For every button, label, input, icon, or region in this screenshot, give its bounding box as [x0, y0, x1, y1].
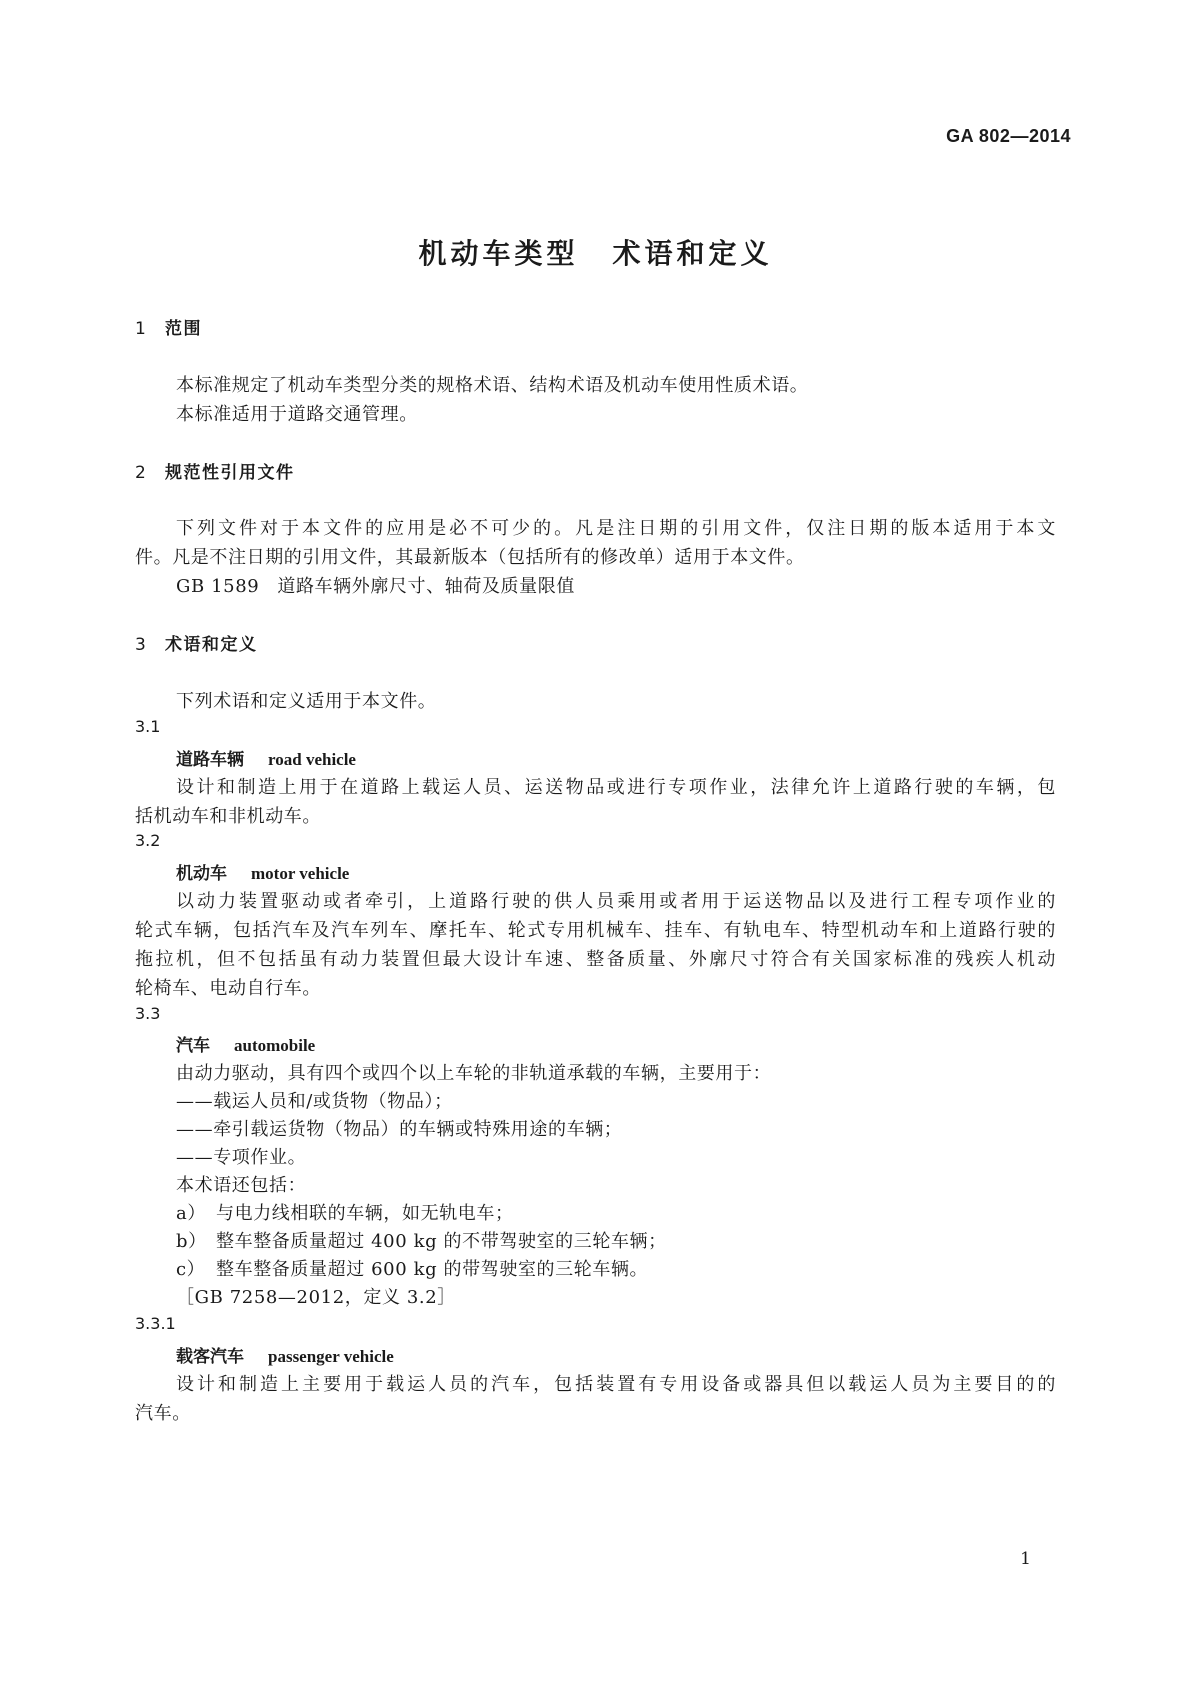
- document-code: GA 802—2014: [946, 126, 1071, 146]
- dash-list-item: ——牵引载运货物（物品）的车辆或特殊用途的车辆；: [176, 1119, 623, 1140]
- term-definition-line: 设计和制造上主要用于载运人员的汽车，包括装置有专用设备或器具但以载运人员为主要目的的: [176, 1374, 1056, 1395]
- normative-reference: [176, 572, 575, 598]
- term-definition-line: 汽车。: [135, 1403, 191, 1424]
- term-heading: 机动车 motor vehicle: [176, 864, 350, 884]
- lettered-list-item: b） 整车整备质量超过 400 kg 的不带驾驶室的三轮车辆；: [176, 1231, 667, 1252]
- section-2-paragraph-line-1: 下列文件对于本文件的应用是必不可少的。凡是注日期的引用文件，仅注日期的版本适用于本文: [176, 518, 1056, 539]
- source-citation: ［GB 7258—2012，定义 3.2］: [176, 1287, 456, 1308]
- term-definition-line: 由动力驱动，具有四个或四个以上车轮的非轨道承载的车辆，主要用于：: [176, 1063, 772, 1084]
- clause-number: 3.1: [135, 717, 161, 736]
- term-definition-line: 以动力装置驱动或者牵引，上道路行驶的供人员乘用或者用于运送物品以及进行工程专项作业的: [176, 891, 1056, 912]
- term-definition-line: 轮式车辆，包括汽车及汽车列车、摩托车、轮式专用机械车、挂车、有轨电车、特型机动车和上道路行驶的: [135, 920, 1056, 941]
- note-intro: 本术语还包括：: [176, 1175, 307, 1196]
- section-3-heading: 3 术语和定义: [135, 635, 258, 655]
- title-part-2: 术语和定义: [612, 237, 773, 270]
- clause-number: 3.2: [135, 831, 161, 850]
- title-part-1: 机动车类型: [418, 237, 579, 270]
- reference-code: GB 1589: [176, 576, 260, 597]
- section-1-heading: 1 范围: [135, 319, 202, 339]
- section-1-paragraph-1: 本标准规定了机动车类型分类的规格术语、结构术语及机动车使用性质术语。: [176, 375, 809, 396]
- document-title: [0, 232, 1191, 272]
- term-definition-line: 设计和制造上用于在道路上载运人员、运送物品或进行专项作业，法律允许上道路行驶的车辆，包: [176, 777, 1056, 798]
- term-heading: 道路车辆 road vehicle: [176, 750, 356, 770]
- section-2-heading: 2 规范性引用文件: [135, 463, 295, 483]
- clause-number: 3.3.1: [135, 1314, 176, 1333]
- reference-title: 道路车辆外廓尺寸、轴荷及质量限值: [277, 576, 575, 597]
- clause-number: 3.3: [135, 1004, 161, 1023]
- section-1-paragraph-2: 本标准适用于道路交通管理。: [176, 404, 418, 425]
- section-3-intro: 下列术语和定义适用于本文件。: [176, 691, 437, 712]
- section-2-paragraph-line-2: 件。凡是不注日期的引用文件，其最新版本（包括所有的修改单）适用于本文件。: [135, 547, 805, 568]
- term-heading: 载客汽车 passenger vehicle: [176, 1347, 394, 1367]
- term-definition-line: 括机动车和非机动车。: [135, 806, 321, 827]
- dash-list-item: ——载运人员和/或货物（物品）；: [176, 1091, 453, 1112]
- lettered-list-item: a） 与电力线相联的车辆，如无轨电车；: [176, 1203, 514, 1224]
- lettered-list-item: c） 整车整备质量超过 600 kg 的带驾驶室的三轮车辆。: [176, 1259, 649, 1280]
- term-definition-line: 轮椅车、电动自行车。: [135, 978, 321, 999]
- term-heading: 汽车 automobile: [176, 1036, 316, 1056]
- term-definition-line: 拖拉机，但不包括虽有动力装置但最大设计车速、整备质量、外廓尺寸符合有关国家标准的残疾人机动: [135, 949, 1056, 970]
- dash-list-item: ——专项作业。: [176, 1147, 307, 1168]
- page-number: 1: [1020, 1549, 1031, 1569]
